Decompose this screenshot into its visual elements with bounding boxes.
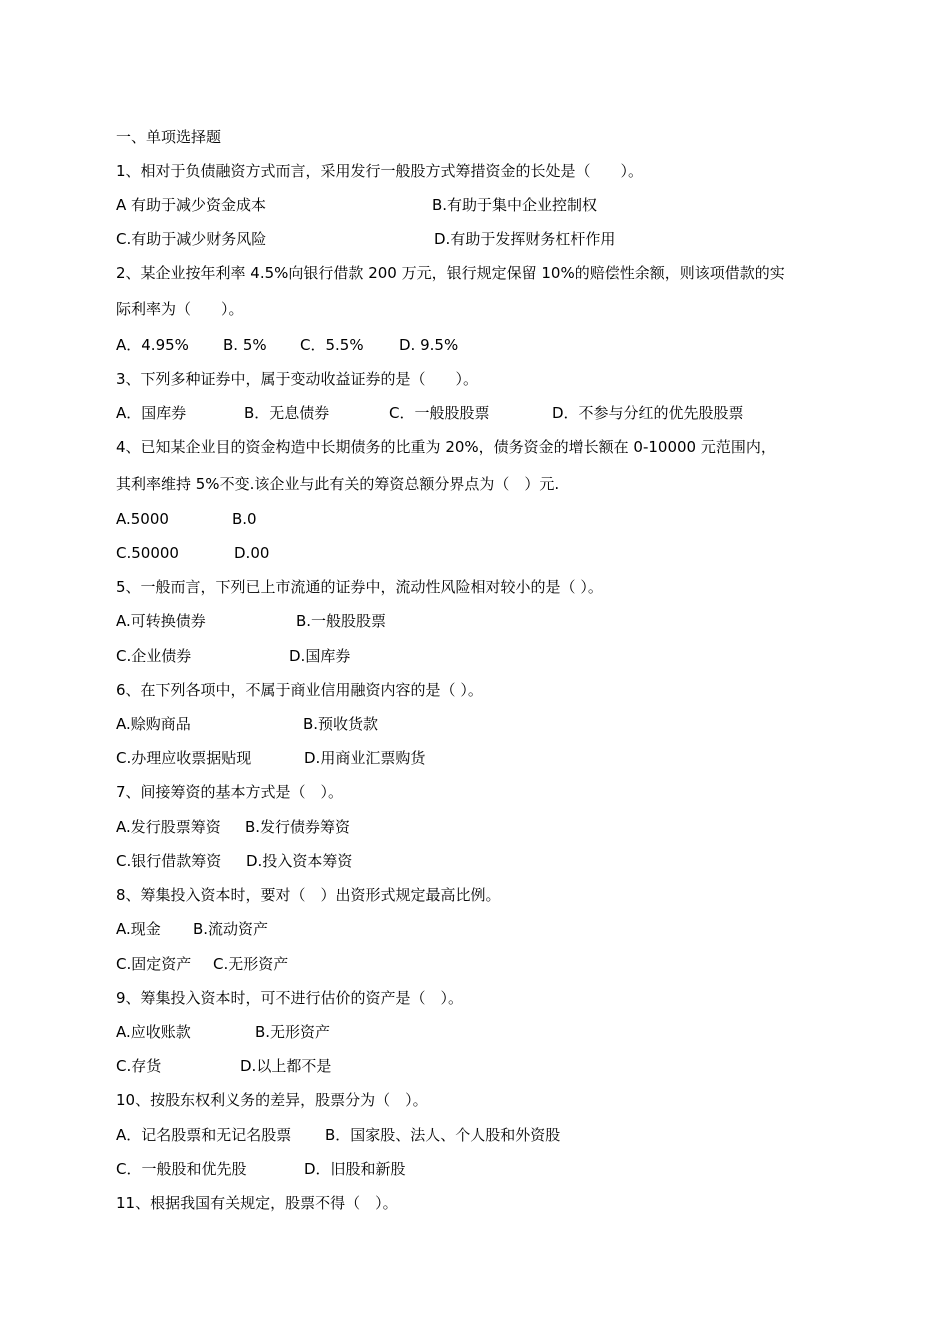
- question-8-option-a: A.现金: [116, 920, 161, 938]
- question-5-option-d: D.国库券: [289, 647, 351, 665]
- question-3-option-c: C．一般股股票: [389, 404, 490, 422]
- question-5-stem: 5、一般而言，下列已上市流通的证券中，流动性风险相对较小的是（ ）。: [116, 578, 603, 596]
- question-6-option-c: C.办理应收票据贴现: [116, 749, 252, 767]
- question-5-option-b: B.一般股股票: [296, 612, 387, 630]
- question-5-option-c: C.企业债券: [116, 647, 192, 665]
- question-4-option-c: C.50000: [116, 544, 179, 562]
- question-4-option-b: B.0: [232, 510, 257, 528]
- question-1-stem: 1、相对于负债融资方式而言，采用发行一般股方式筹措资金的长处是（ ）。: [116, 162, 644, 180]
- question-6-stem: 6、在下列各项中，不属于商业信用融资内容的是（ ）。: [116, 681, 483, 699]
- question-9-option-d: D.以上都不是: [240, 1057, 332, 1075]
- question-2-option-d: D. 9.5%: [399, 336, 459, 354]
- question-1-option-d: D.有助于发挥财务杠杆作用: [434, 230, 616, 248]
- question-7-option-c: C.银行借款筹资: [116, 852, 222, 870]
- question-3-option-b: B．无息债券: [244, 404, 330, 422]
- question-7-option-d: D.投入资本筹资: [246, 852, 353, 870]
- question-10-option-a: A．记名股票和无记名股票: [116, 1126, 292, 1144]
- question-4-option-d: D.00: [234, 544, 270, 562]
- question-10-stem: 10、按股东权利义务的差异，股票分为（ ）。: [116, 1091, 428, 1109]
- question-8-option-d: C.无形资产: [213, 955, 289, 973]
- question-8-option-c: C.固定资产: [116, 955, 192, 973]
- question-4-stem-line-2: 其利率维持 5%不变.该企业与此有关的筹资总额分界点为（ ）元.: [116, 475, 560, 493]
- question-2-option-c: C．5.5%: [300, 336, 364, 354]
- question-4-option-a: A.5000: [116, 510, 169, 528]
- section-title: 一、单项选择题: [116, 128, 222, 146]
- question-1-option-a: A 有助于减少资金成本: [116, 196, 267, 214]
- question-2-option-a: A．4.95%: [116, 336, 189, 354]
- question-1-option-c: C.有助于减少财务风险: [116, 230, 267, 248]
- question-10-option-d: D．旧股和新股: [304, 1160, 406, 1178]
- question-1-option-b: B.有助于集中企业控制权: [432, 196, 598, 214]
- question-6-option-b: B.预收货款: [303, 715, 379, 733]
- question-7-option-b: B.发行债券筹资: [245, 818, 351, 836]
- question-2-option-b: B. 5%: [223, 336, 267, 354]
- question-8-option-b: B.流动资产: [193, 920, 269, 938]
- question-7-option-a: A.发行股票筹资: [116, 818, 221, 836]
- question-3-option-a: A．国库券: [116, 404, 187, 422]
- question-9-stem: 9、筹集投入资本时，可不进行估价的资产是（ ）。: [116, 989, 464, 1007]
- question-8-stem: 8、筹集投入资本时，要对（ ）出资形式规定最高比例。: [116, 886, 501, 904]
- question-2-stem-line-1: 2、某企业按年利率 4.5%向银行借款 200 万元，银行规定保留 10%的赔偿性余额，则该项借款的实: [116, 264, 785, 282]
- question-6-option-a: A.赊购商品: [116, 715, 191, 733]
- question-3-stem: 3、下列多种证券中，属于变动收益证券的是（ ）。: [116, 370, 479, 388]
- question-7-stem: 7、间接筹资的基本方式是（ ）。: [116, 783, 344, 801]
- question-9-option-a: A.应收账款: [116, 1023, 191, 1041]
- question-11-stem: 11、根据我国有关规定，股票不得（ ）。: [116, 1194, 398, 1212]
- question-5-option-a: A.可转换债券: [116, 612, 206, 630]
- question-3-option-d: D．不参与分红的优先股股票: [552, 404, 744, 422]
- question-10-option-b: B．国家股、法人、个人股和外资股: [325, 1126, 561, 1144]
- question-6-option-d: D.用商业汇票购货: [304, 749, 426, 767]
- question-9-option-c: C.存货: [116, 1057, 162, 1075]
- question-4-stem-line-1: 4、已知某企业目的资金构造中长期债务的比重为 20%，债务资金的增长额在 0-10000 元范围内，: [116, 438, 776, 456]
- question-10-option-c: C．一般股和优先股: [116, 1160, 247, 1178]
- question-2-stem-line-2: 际利率为（ ）。: [116, 300, 244, 318]
- question-9-option-b: B.无形资产: [255, 1023, 331, 1041]
